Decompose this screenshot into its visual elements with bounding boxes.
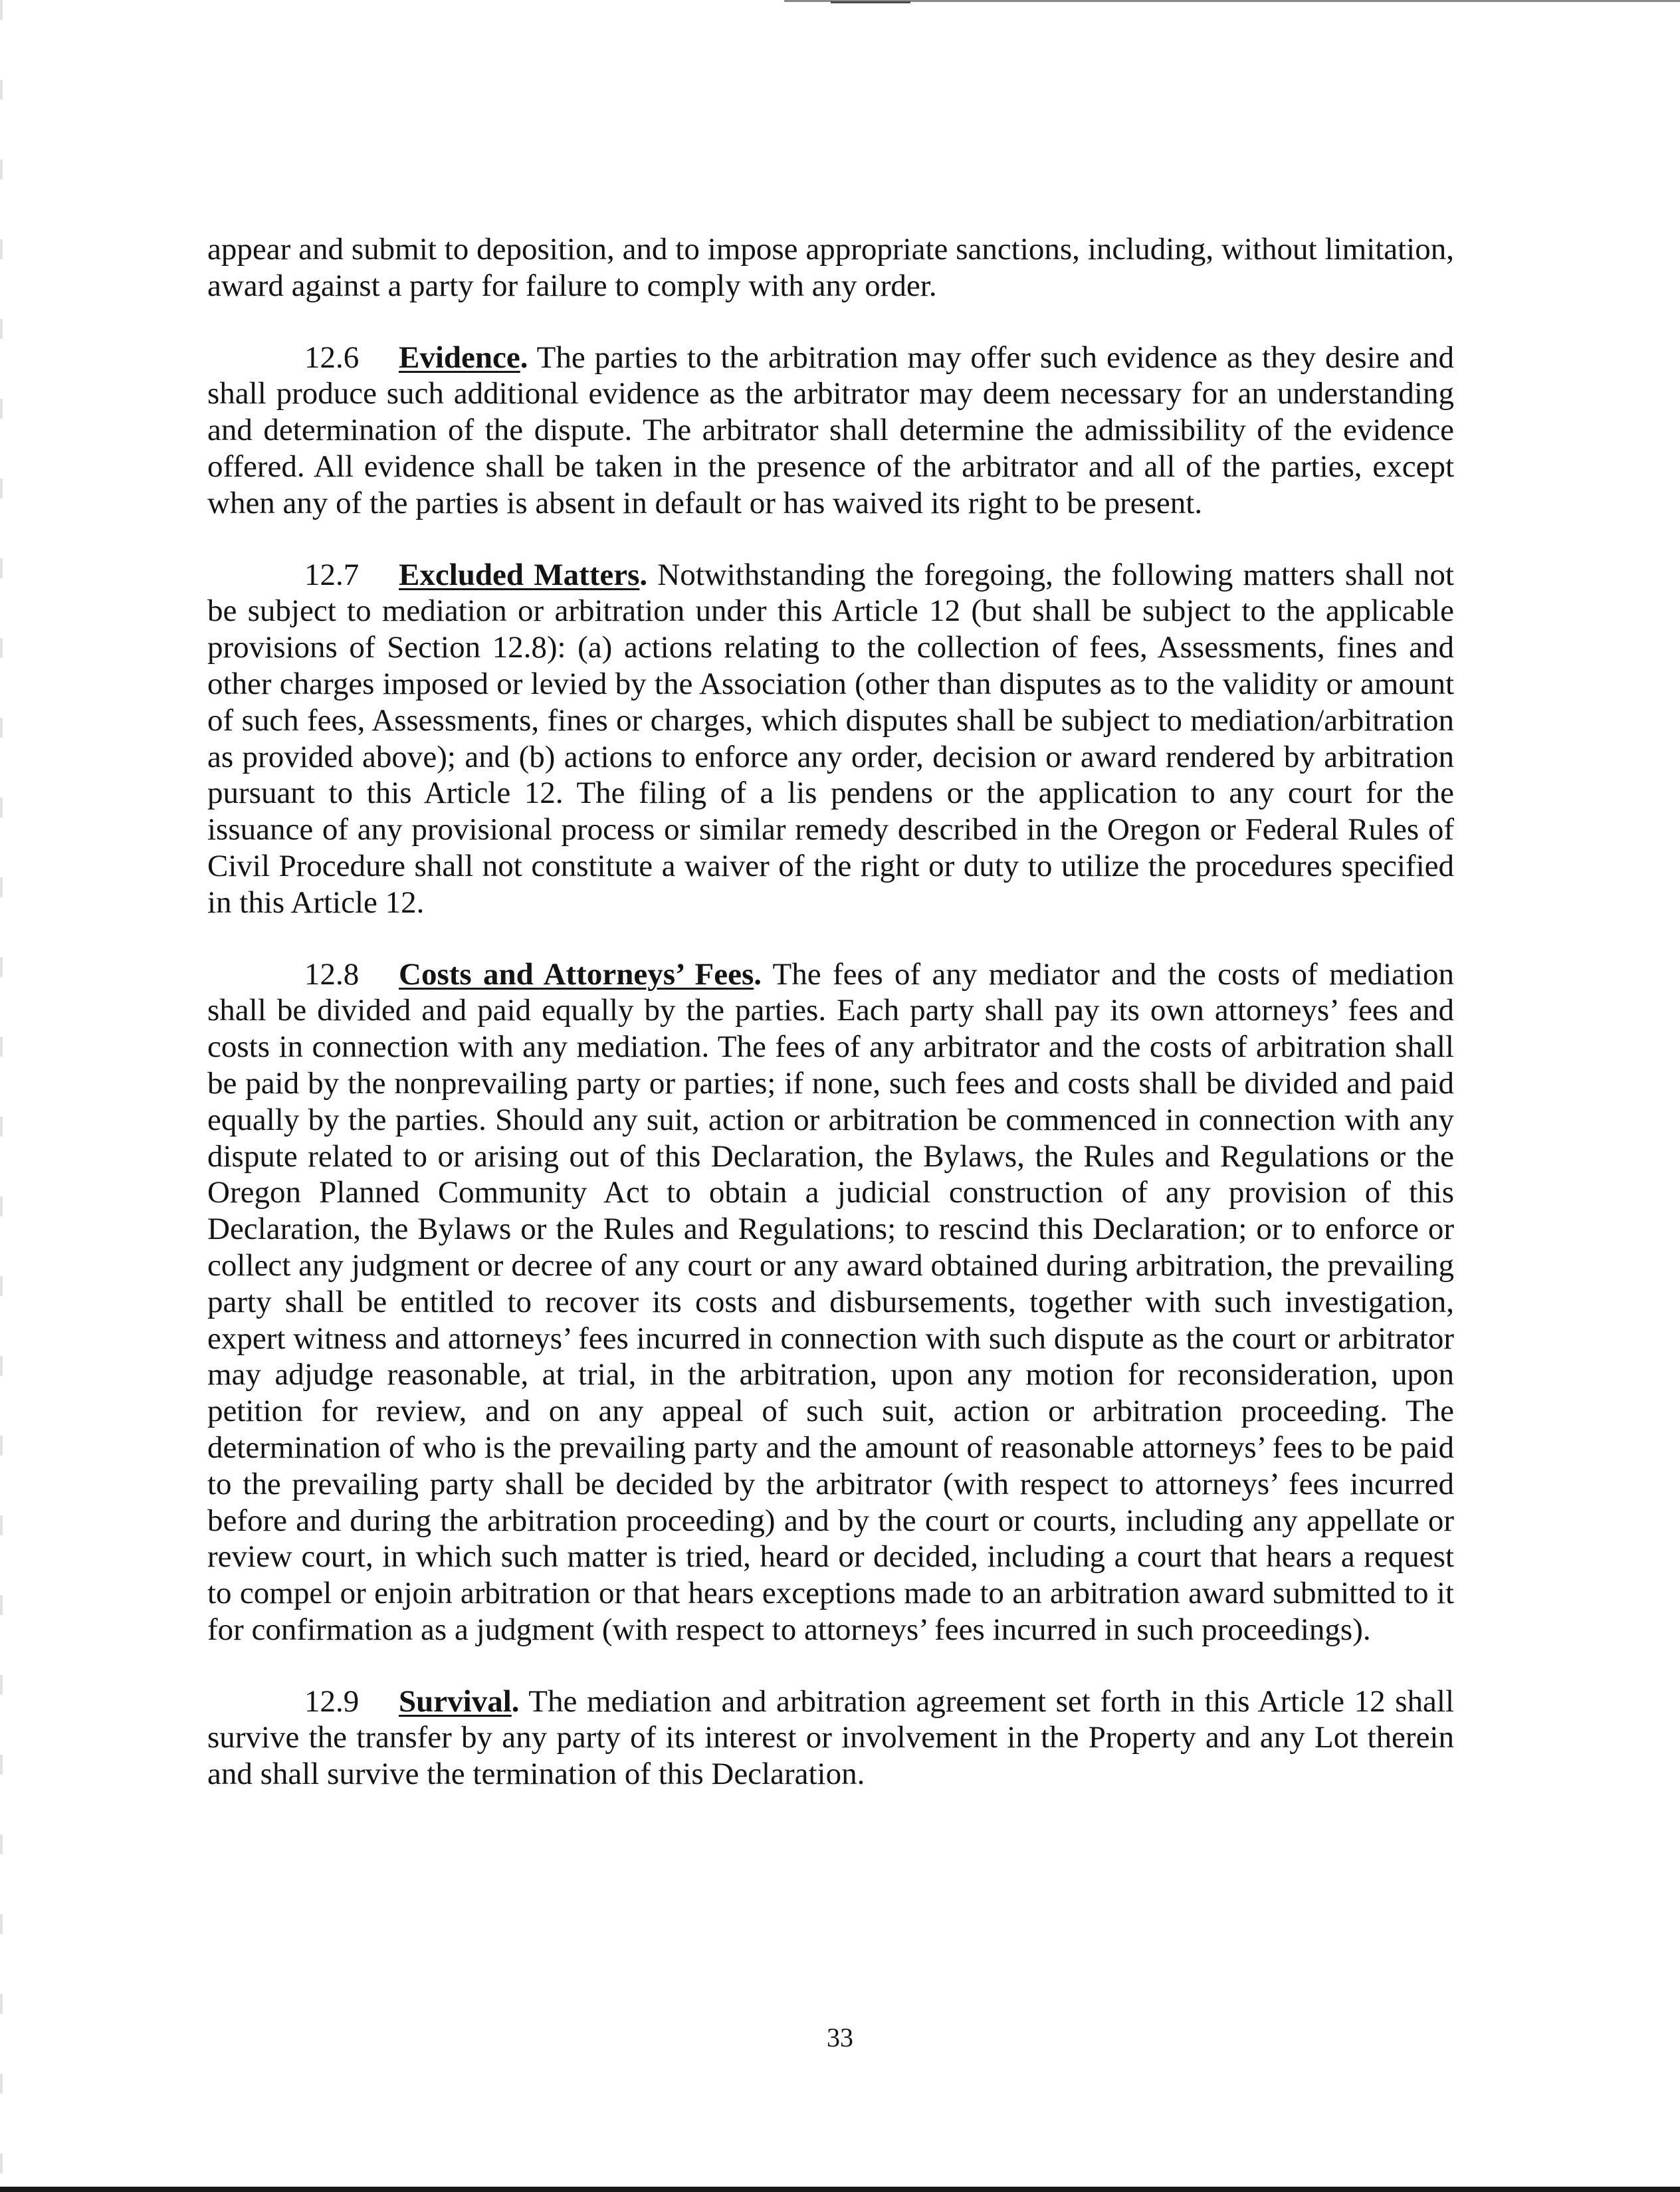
scan-top-rule [784,0,1680,2]
section-body: The parties to the arbitration may offer such evidence as they desire and shall produce such additional evidence as the arbitrator may deem necessary for an understanding and determination of the dispute. The arbitrator shall determine the admissibility of the evidence offered. All evidence shall be taken in the presence of the arbitrator and all of the parties, except when any of the parties is absent in default or has waived its right to be present. [207,340,1454,520]
section-12-9 [207,1684,1454,1793]
section-title: Costs and Attorneys’ Fees [399,956,754,992]
section-number: 12.8 [304,956,360,992]
section-number: 12.7 [304,557,360,592]
intro-paragraph: appear and submit to deposition, and to impose appropriate sanctions, including, without limitation, award against a party for failure to comply with any order. [207,232,1454,303]
section-12-6 [207,340,1454,522]
section-number: 12.9 [304,1684,360,1719]
document-body [207,231,1454,1828]
section-12-8 [207,956,1454,1648]
scan-bottom-rule [0,2187,1680,2192]
section-body: Notwithstanding the foregoing, the following matters shall not be subject to mediation or arbitration under this Article 12 (but shall be subject to the applicable provisions of Section 12.8): (a) actions relating to the collection of fees, Assessments, fines and other charges imposed or levied by the Association (other than disputes as to the validity or amount of such fees, Assessments, fines or charges, which disputes shall be subject to mediation/arbitration as provided above); and (b) actions to enforce any order, decision or award rendered by arbitration pursuant to this Article 12. The filing of a lis pendens or the application to any court for the issuance of any provisional process or similar remedy described in the Oregon or Federal Rules of Civil Procedure shall not constitute a waiver of the right or duty to utilize the procedures specified in this Article 12. [207,557,1454,920]
section-title: Survival [399,1684,512,1719]
section-title: Excluded Matters [399,557,640,592]
section-number: 12.6 [304,340,360,375]
section-title-punct: . [520,340,528,375]
section-title-punct: . [754,956,762,992]
scan-top-rule-mark [831,1,910,3]
section-12-7 [207,557,1454,921]
section-body: The mediation and arbitration agreement set forth in this Article 12 shall survive the transfer by any party of its interest or involvement in the Property and any Lot therein and shall survive the termination of this Declaration. [207,1684,1454,1792]
section-body: The fees of any mediator and the costs of mediation shall be divided and paid equally by the parties. Each party shall pay its own attorneys’ fees and costs in connection with any mediation. The fees of any arbitrator and the costs of arbitration shall be paid by the nonprevailing party or parties; if none, such fees and costs shall be divided and paid equally by the parties. Should any suit, action or arbitration be commenced in connection with any dispute related to or arising out of this Declaration, the Bylaws, the Rules and Regulations or the Oregon Planned Community Act to obtain a judicial construction of any provision of this Declaration, the Bylaws or the Rules and Regulations; to rescind this Declaration; or to enforce or collect any judgment or decree of any court or any award obtained during arbitration, the prevailing party shall be entitled to recover its costs and disbursements, together with such investigation, expert witness and attorneys’ fees incurred in connection with such dispute as the court or arbitrator may adjudge reasonable, at trial, in the arbitration, upon any motion for reconsideration, upon petition for review, and on any appeal of such suit, action or arbitration proceeding. The determination of who is the prevailing party and the amount of reasonable attorneys’ fees to be paid to the prevailing party shall be decided by the arbitrator (with respect to attorneys’ fees incurred before and during the arbitration proceeding) and by the court or courts, including any appellate or review court, in which such matter is tried, heard or decided, including a court that hears a request to compel or enjoin arbitration or that hears exceptions made to an arbitration award submitted to it for confirmation as a judgment (with respect to attorneys’ fees incurred in such proceedings). [207,956,1454,1647]
scan-left-edge [0,0,3,2192]
section-title-punct: . [511,1684,520,1719]
section-title-punct: . [639,557,648,592]
section-title: Evidence [399,340,520,375]
page-number: 33 [827,2023,853,2052]
